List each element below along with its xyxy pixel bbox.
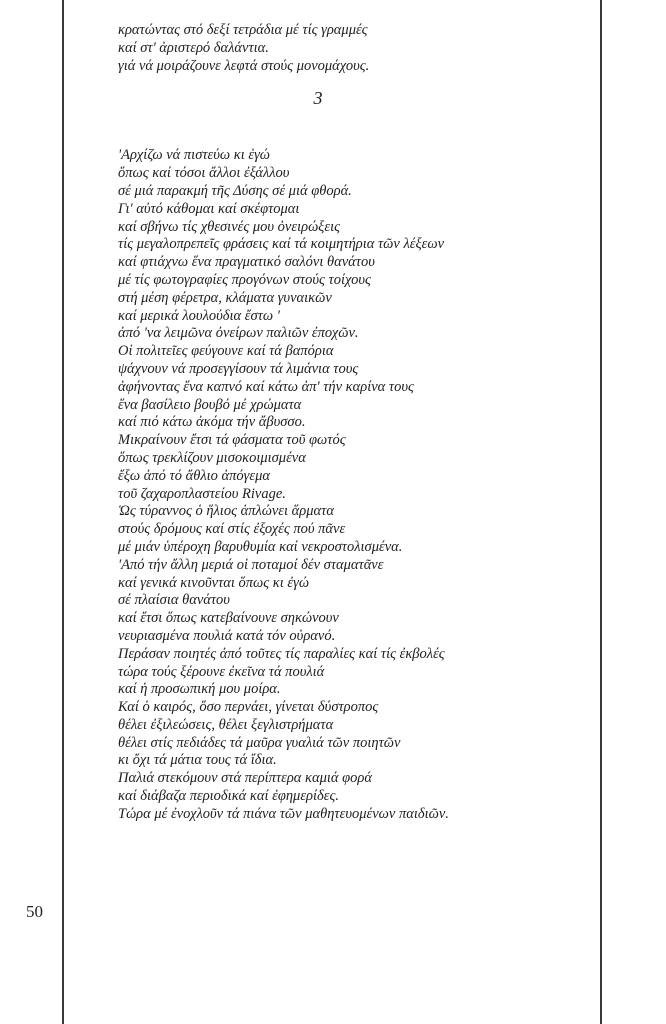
poem-line: ἔξω ἀπό τό ἄθλιο ἀπόγεμα bbox=[118, 467, 270, 484]
poem-line: καί στ' ἀριστερό δαλάντια. bbox=[118, 39, 269, 56]
poem-line: κι ὄχι τά μάτια τους τά ἴδια. bbox=[118, 752, 277, 769]
poem-line: ψάχνουν νά προσεγγίσουν τά λιμάνια τους bbox=[118, 360, 359, 377]
poem-line: ὅπως καί τόσοι ἄλλοι ἐξάλλου bbox=[118, 165, 290, 182]
section-number: 3 bbox=[313, 88, 323, 109]
poem-line: μέ μιάν ὑπέροχη βαρυθυμία καί νεκροστολισμένα. bbox=[118, 538, 403, 555]
poem-line: Μικραίνουν ἔτσι τά φάσματα τοῦ φωτός bbox=[118, 432, 346, 449]
poem-line: καί σβήνω τίς χθεσινές μου ὀνειρώξεις bbox=[118, 218, 341, 235]
poem-line: καί ἡ προσωπική μου μοίρα. bbox=[118, 681, 281, 698]
poem-line: Περάσαν ποιητές ἀπό τοῦτες τίς παραλίες καί τίς ἐκβολές bbox=[118, 645, 445, 662]
stanza-top bbox=[118, 22, 588, 75]
poem-line: ἀφήνοντας ἕνα καπνό καί κάτω ἀπ' τήν καρίνα τους bbox=[118, 378, 414, 395]
page-number: 50 bbox=[26, 902, 43, 921]
poem-line: καί μερικά λουλούδια ἔστω ' bbox=[118, 307, 280, 324]
poem-line: Οἱ πολιτεῖες φεύγουνε καί τά βαπόρια bbox=[118, 343, 334, 360]
stanza-main bbox=[118, 147, 588, 823]
poem-line: στούς δρόμους καί στίς ἐξοχές πού πᾶνε bbox=[118, 521, 346, 538]
poem-line: τοῦ ζαχαροπλαστείου Rivage. bbox=[118, 485, 286, 502]
poem-line: 'Αρχίζω νά πιστεύω κι ἐγώ bbox=[118, 147, 270, 164]
poem-line: στή μέση φέρετρα, κλάματα γυναικῶν bbox=[118, 289, 332, 306]
poem-line: σέ μιά παρακμή τῆς Δύσης σέ μιά φθορά. bbox=[118, 182, 352, 199]
poem-line: Τώρα μέ ἐνοχλοῦν τά πιάνα τῶν μαθητευομένων παιδιῶν. bbox=[118, 805, 449, 822]
poem-line: ἀπό 'να λειμῶνα ὀνείρων παλιῶν ἐποχῶν. bbox=[118, 325, 359, 342]
poem-line: κρατώντας στό δεξί τετράδια μέ τίς γραμμές bbox=[118, 22, 368, 38]
poem-line: Καί ὁ καιρός, ὅσο περνάει, γίνεται δύστροπος bbox=[118, 699, 379, 716]
poem-line: τώρα τούς ξέρουνε ἐκεῖνα τά πουλιά bbox=[118, 663, 325, 680]
poem-line: Γι' αὐτό κάθομαι καί σκέφτομαι bbox=[118, 200, 300, 217]
poem-line: τίς μεγαλοπρεπεῖς φράσεις καί τά κοιμητήρια τῶν λέξεων bbox=[118, 236, 445, 253]
poem-line: Παλιά στεκόμουν στά περίπτερα καμιά φορά bbox=[118, 770, 372, 787]
poem-line: νευριασμένα πουλιά κατά τόν οὐρανό. bbox=[118, 627, 336, 644]
left-margin-rule bbox=[62, 0, 64, 1024]
poem-line: Ὡς τύραννος ὁ ἥλιος ἁπλώνει ἅρματα bbox=[118, 503, 334, 520]
right-margin-rule bbox=[600, 0, 602, 1024]
poem-line: θέλει ἐξιλεώσεις, θέλει ξεγλιστρήματα bbox=[118, 716, 334, 733]
poem-line: σέ πλαίσια θανάτου bbox=[118, 592, 230, 609]
poem-line: καί γενικά κινοῦνται ὅπως κι ἐγώ bbox=[118, 574, 309, 591]
poem-line: καί διάβαζα περιοδικά καί ἐφημερίδες. bbox=[118, 788, 339, 805]
poem-line: καί φτιάχνω ἕνα πραγματικό σαλόνι θανάτου bbox=[118, 254, 375, 271]
poem-line: καί πιό κάτω ἀκόμα τήν ἄβυσσο. bbox=[118, 414, 306, 431]
poem-line: 'Από τήν ἄλλη μεριά οἱ ποταμοί δέν σταματᾶνε bbox=[118, 556, 384, 573]
poem-line: καί ἔτσι ὅπως κατεβαίνουνε σηκώνουν bbox=[118, 610, 339, 627]
poem-line: ἕνα βασίλειο βουβό μέ χρώματα bbox=[118, 396, 302, 413]
poem-line: θέλει στίς πεδιάδες τά μαῦρα γυαλιά τῶν ποιητῶν bbox=[118, 734, 401, 751]
poem-text bbox=[118, 22, 588, 824]
stanza-gap bbox=[118, 131, 588, 147]
poem-line: μέ τίς φωτογραφίες προγόνων στούς τοίχους bbox=[118, 271, 371, 288]
poem-line: γιά νά μοιράζουνε λεφτά στούς μονομάχους. bbox=[118, 57, 370, 74]
poem-line: ὅπως τρεκλίζουν μισοκοιμισμένα bbox=[118, 449, 306, 466]
